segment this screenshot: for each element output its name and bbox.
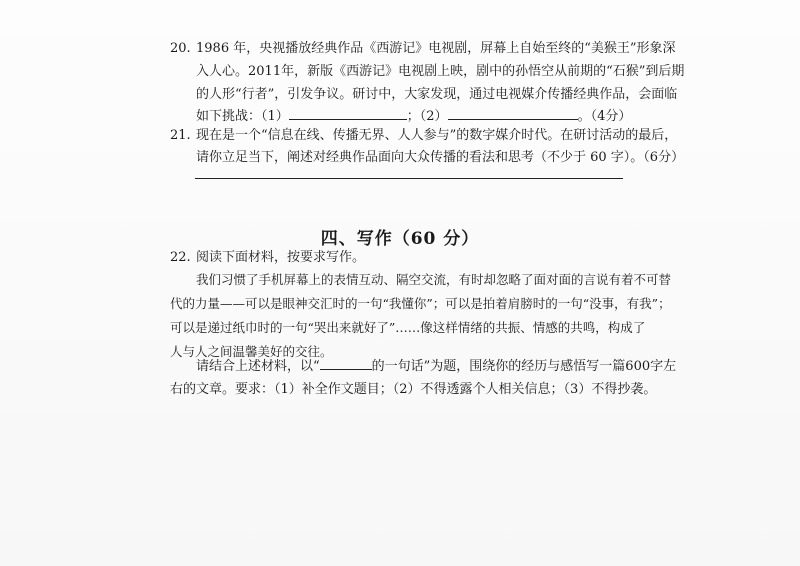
question-22-number: 22. (170, 250, 191, 265)
question-20-line-3: 的人形“行者”，引发争议。研讨中，大家发现，通过电视媒介传播经典作品，会面临 (196, 87, 678, 102)
question-20-line-4 (196, 105, 631, 127)
question-20-number: 20. (170, 41, 191, 56)
question-22-instruction: 阅读下面材料，按要求写作。 (196, 250, 366, 265)
answer-line-21[interactable] (195, 178, 623, 179)
material-line-3: 可以是递过纸巾时的一句“哭出来就好了”……像这样情绪的共振、情感的共鸣，构成了 (170, 320, 646, 335)
section-title: 四、写作（60 分） (320, 229, 480, 249)
question-20-suffix: 。（4分） (577, 109, 632, 124)
question-20-line-1: 1986 年，央视播放经典作品《西游记》电视剧，屏幕上自始至终的“美猴王”形象深 (196, 41, 676, 56)
writing-task-prefix: 请结合上述材料，以“ (196, 359, 320, 374)
writing-task-line-1 (196, 355, 676, 377)
question-20-line-2: 入人心。2011年，新版《西游记》电视剧上映，剧中的孙悟空从前期的“石猴”到后期 (196, 64, 685, 79)
question-20-prefix: 如下挑战：（1） (196, 109, 289, 124)
answer-blank-1[interactable] (289, 105, 407, 120)
writing-task-line-2: 右的文章。要求：（1）补全作文题目；（2）不得透露个人相关信息；（3）不得抄袭。 (170, 382, 657, 397)
material-line-1: 我们习惯了手机屏幕上的表情互动、隔空交流，有时却忽略了面对面的言说有着不可替 (196, 272, 672, 287)
question-21-number: 21. (170, 128, 191, 143)
question-21-line-2: 请你立足当下，阐述对经典作品面向大众传播的看法和思考（不少于 60 字）。（6分） (196, 150, 685, 165)
writing-task-suffix: 的一句话”为题，围绕你的经历与感悟写一篇600字左 (371, 359, 677, 374)
material-line-4: 人与人之间温馨美好的交往。 (170, 344, 333, 359)
question-21-line-1: 现在是一个“信息在线、传播无界、人人参与”的数字媒介时代。在研讨活动的最后， (196, 128, 678, 143)
title-blank[interactable] (320, 355, 372, 370)
material-line-2: 代的力量——可以是眼神交汇时的一句“我懂你”；可以是拍着肩膀时的一句“没事，有我”； (170, 296, 671, 311)
answer-blank-2[interactable] (448, 105, 578, 120)
question-20-mid: ；（2） (406, 109, 448, 124)
